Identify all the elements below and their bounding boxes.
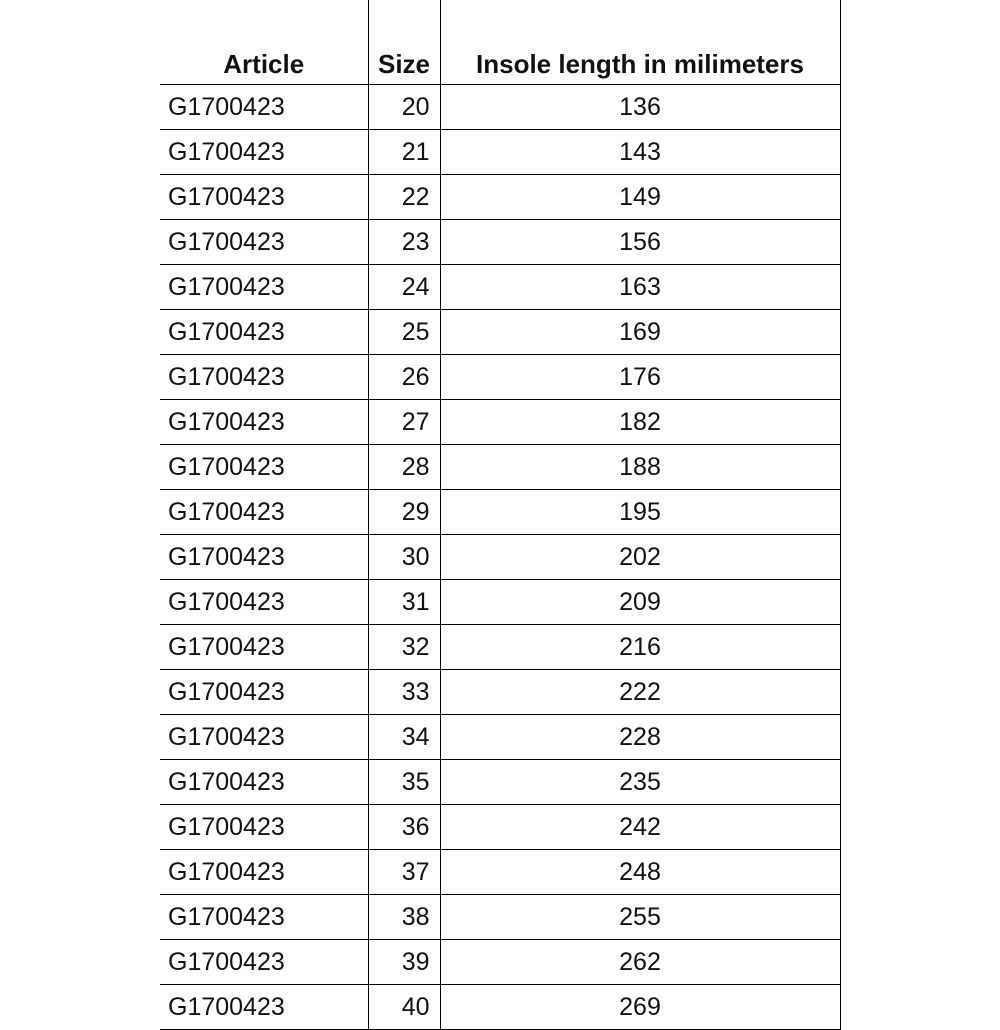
- cell-size: 40: [368, 985, 440, 1030]
- table-header: [160, 0, 840, 85]
- cell-article: G1700423: [160, 535, 368, 580]
- column-header-article: Article: [160, 0, 368, 85]
- cell-insole-length: 216: [440, 625, 840, 670]
- table-row: [160, 445, 840, 490]
- table-row: [160, 265, 840, 310]
- cell-insole-length: 136: [440, 85, 840, 130]
- cell-article: G1700423: [160, 400, 368, 445]
- cell-size: 21: [368, 130, 440, 175]
- table-row: [160, 985, 840, 1030]
- cell-size: 29: [368, 490, 440, 535]
- cell-article: G1700423: [160, 850, 368, 895]
- table-row: [160, 490, 840, 535]
- cell-size: 30: [368, 535, 440, 580]
- cell-article: G1700423: [160, 445, 368, 490]
- table-row: [160, 535, 840, 580]
- table-row: [160, 625, 840, 670]
- cell-article: G1700423: [160, 175, 368, 220]
- cell-size: 24: [368, 265, 440, 310]
- size-chart-table: [160, 0, 841, 1030]
- cell-size: 22: [368, 175, 440, 220]
- cell-insole-length: 248: [440, 850, 840, 895]
- table-body: [160, 85, 840, 1030]
- table-row: [160, 715, 840, 760]
- cell-size: 37: [368, 850, 440, 895]
- table-row: [160, 175, 840, 220]
- cell-insole-length: 255: [440, 895, 840, 940]
- cell-size: 35: [368, 760, 440, 805]
- cell-insole-length: 143: [440, 130, 840, 175]
- cell-insole-length: 156: [440, 220, 840, 265]
- cell-article: G1700423: [160, 85, 368, 130]
- cell-article: G1700423: [160, 490, 368, 535]
- cell-insole-length: 262: [440, 940, 840, 985]
- cell-insole-length: 163: [440, 265, 840, 310]
- cell-insole-length: 182: [440, 400, 840, 445]
- cell-insole-length: 176: [440, 355, 840, 400]
- cell-insole-length: 195: [440, 490, 840, 535]
- cell-size: 31: [368, 580, 440, 625]
- table-row: [160, 940, 840, 985]
- cell-article: G1700423: [160, 715, 368, 760]
- cell-article: G1700423: [160, 760, 368, 805]
- cell-size: 28: [368, 445, 440, 490]
- cell-article: G1700423: [160, 940, 368, 985]
- cell-insole-length: 202: [440, 535, 840, 580]
- table-row: [160, 400, 840, 445]
- cell-article: G1700423: [160, 805, 368, 850]
- cell-size: 34: [368, 715, 440, 760]
- cell-size: 39: [368, 940, 440, 985]
- table-row: [160, 580, 840, 625]
- cell-article: G1700423: [160, 625, 368, 670]
- cell-insole-length: 242: [440, 805, 840, 850]
- cell-size: 33: [368, 670, 440, 715]
- table-row: [160, 760, 840, 805]
- cell-size: 27: [368, 400, 440, 445]
- cell-article: G1700423: [160, 985, 368, 1030]
- table-header-row: [160, 0, 840, 85]
- cell-article: G1700423: [160, 265, 368, 310]
- cell-article: G1700423: [160, 670, 368, 715]
- cell-size: 38: [368, 895, 440, 940]
- table-row: [160, 805, 840, 850]
- cell-size: 23: [368, 220, 440, 265]
- cell-insole-length: 222: [440, 670, 840, 715]
- cell-article: G1700423: [160, 580, 368, 625]
- cell-article: G1700423: [160, 895, 368, 940]
- cell-size: 25: [368, 310, 440, 355]
- cell-article: G1700423: [160, 130, 368, 175]
- table-row: [160, 310, 840, 355]
- cell-insole-length: 228: [440, 715, 840, 760]
- cell-size: 36: [368, 805, 440, 850]
- table-row: [160, 85, 840, 130]
- table-row: [160, 670, 840, 715]
- cell-insole-length: 188: [440, 445, 840, 490]
- cell-size: 20: [368, 85, 440, 130]
- table-row: [160, 895, 840, 940]
- column-header-insole-length: Insole length in milimeters: [440, 0, 840, 85]
- table-row: [160, 850, 840, 895]
- column-header-size: Size: [368, 0, 440, 85]
- cell-insole-length: 149: [440, 175, 840, 220]
- cell-article: G1700423: [160, 355, 368, 400]
- table-row: [160, 220, 840, 265]
- cell-article: G1700423: [160, 310, 368, 355]
- cell-insole-length: 269: [440, 985, 840, 1030]
- cell-size: 26: [368, 355, 440, 400]
- cell-insole-length: 235: [440, 760, 840, 805]
- cell-article: G1700423: [160, 220, 368, 265]
- cell-insole-length: 169: [440, 310, 840, 355]
- cell-insole-length: 209: [440, 580, 840, 625]
- table-row: [160, 130, 840, 175]
- cell-size: 32: [368, 625, 440, 670]
- table-row: [160, 355, 840, 400]
